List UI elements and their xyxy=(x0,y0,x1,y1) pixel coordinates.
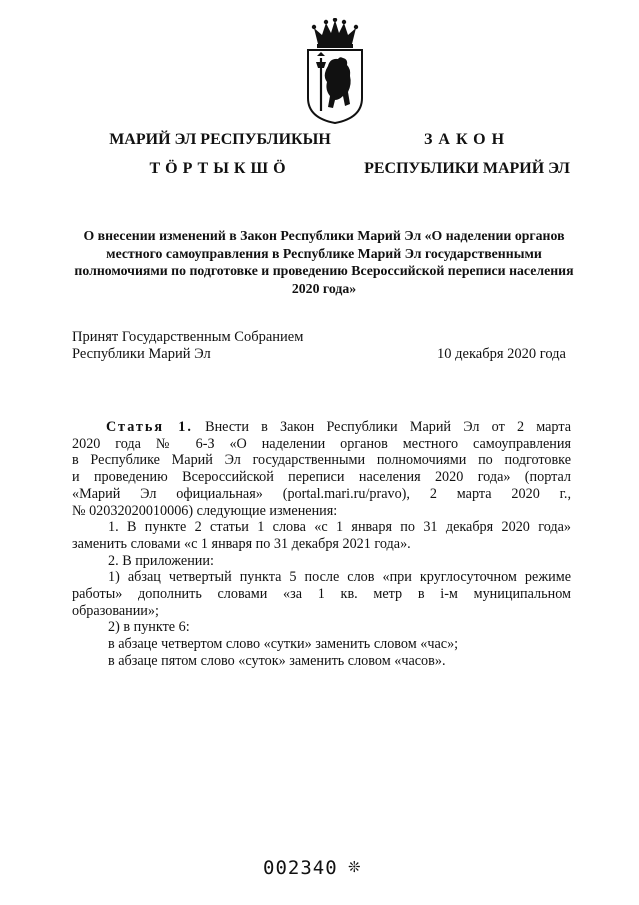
article-para1-line1 xyxy=(72,419,571,436)
article-body xyxy=(72,419,571,670)
footer-mark-icon: ❊ xyxy=(348,860,361,876)
article-label: Статья 1. xyxy=(106,419,193,435)
sub1-line2: работы» дополнить словами «за 1 кв. метр в і-м муниципальном xyxy=(72,586,571,603)
adoption-line2: Республики Марий Эл xyxy=(72,346,211,362)
item1-line1: 1. В пункте 2 статьи 1 слова «с 1 января по 31 декабря 2020 года» xyxy=(108,519,571,536)
header-right-line1: ЗАКОН xyxy=(423,131,511,148)
header-left-line1: МАРИЙ ЭЛ РЕСПУБЛИКЫН xyxy=(109,131,331,148)
serial-number: 002340 xyxy=(263,857,338,879)
article-para1-line2: 2020 года № 6-З «О наделении органов местного самоуправления xyxy=(72,435,571,452)
sub1-line3: образовании»; xyxy=(72,602,159,619)
article-para1-line5: «Марий Эл официальная» (portal.mari.ru/pravo), 2 марта 2020 г., xyxy=(72,485,571,502)
adoption-line1: Принят Государственным Собранием xyxy=(72,329,304,345)
sub2: 2) в пункте 6: xyxy=(108,619,190,636)
article-para1-text: Внести в Закон Республики Марий Эл от 2 марта xyxy=(205,419,572,435)
article-para1-line4: и проведению Всероссийской переписи населения 2020 года» (портал xyxy=(72,469,571,486)
document-title: О внесении изменений в Закон Республики Марий Эл «О наделении органов местного самоуправления в Республике Марий Эл государственными полномочиями по подготовке и проведению Всероссийской переписи населения 2020 года» xyxy=(74,228,574,296)
header-left-line2: ТӦРТЫКШӦ xyxy=(149,160,291,177)
sub2-b: в абзаце пятом слово «суток» заменить словом «часов». xyxy=(108,652,446,669)
adoption-date: 10 декабря 2020 года xyxy=(437,346,566,362)
item1-line2: заменить словами «с 1 января по 31 декабря 2021 года». xyxy=(72,535,411,552)
header-right-line2: РЕСПУБЛИКИ МАРИЙ ЭЛ xyxy=(364,160,570,177)
sub2-a: в абзаце четвертом слово «сутки» заменить словом «час»; xyxy=(108,636,459,653)
coat-of-arms-bear-icon xyxy=(304,18,366,124)
sub1-line1: 1) абзац четвертый пункта 5 после слов «при круглосуточном режиме xyxy=(108,569,571,586)
item2: 2. В приложении: xyxy=(108,552,214,569)
article-para1-line3: в Республике Марий Эл государственными полномочиями по подготовке xyxy=(72,452,571,469)
article-para1-last: № 02032020010006) следующие изменения: xyxy=(72,502,338,519)
